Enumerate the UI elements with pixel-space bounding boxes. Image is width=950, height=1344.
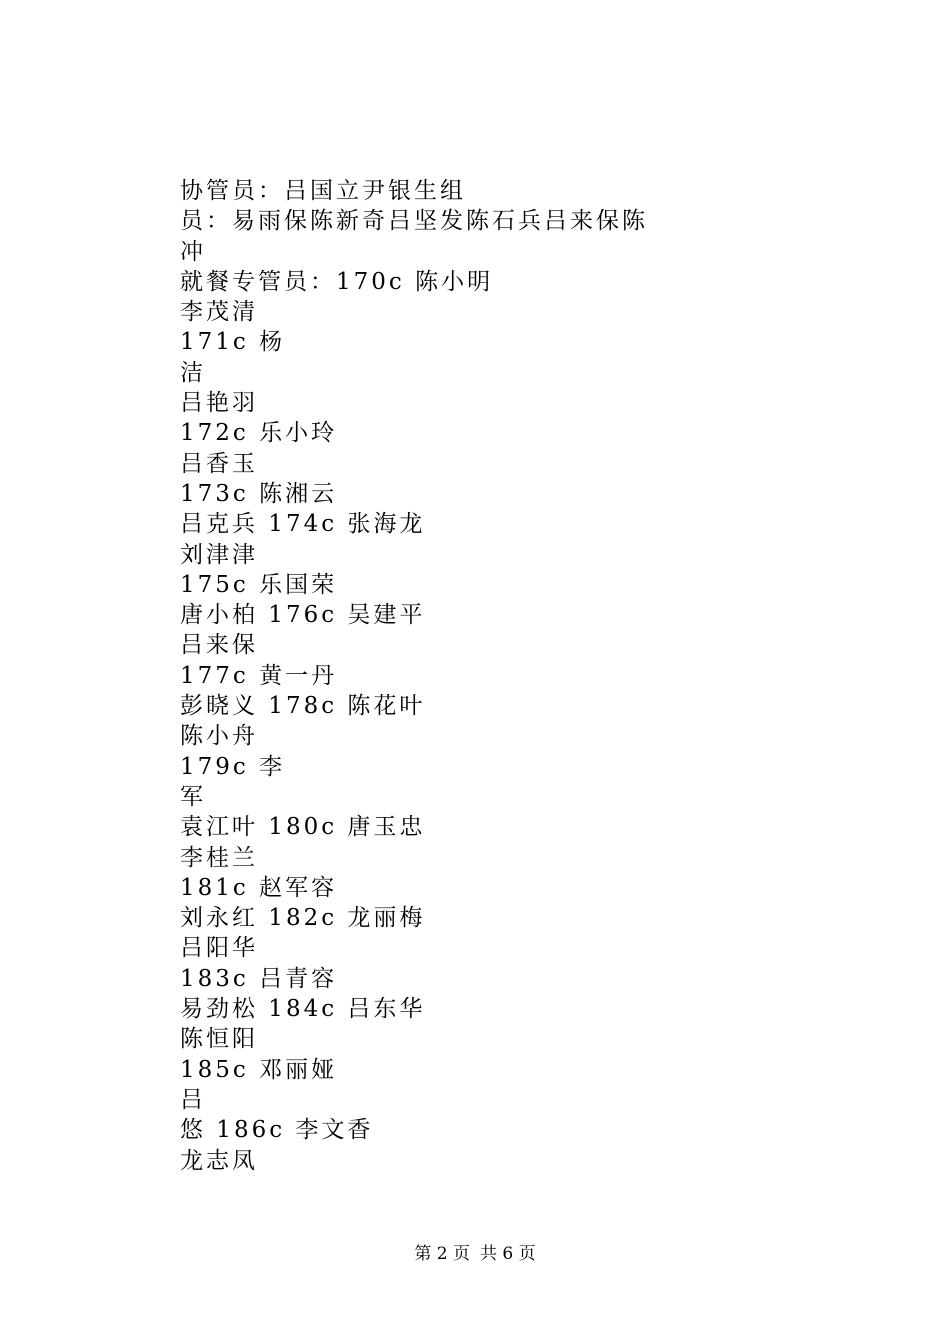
text-line: 唐小柏 176c 吴建平 [180, 602, 426, 629]
text-line: 彭晓义 178c 陈花叶 [180, 693, 426, 720]
text-line: 吕香玉 [180, 450, 258, 477]
text-line: 吕克兵 174c 张海龙 [180, 511, 426, 538]
text-line: 协管员：吕国立尹银生组 [180, 178, 466, 204]
text-line: 183c 吕青容 [180, 965, 338, 992]
text-line: 吕阳华 [180, 935, 258, 962]
text-line: 李桂兰 [180, 844, 258, 871]
page-footer [0, 1242, 950, 1266]
text-line: 易劲松 184c 吕东华 [180, 996, 426, 1023]
text-line: 吕 [180, 1086, 206, 1113]
page-number: 第 2 页 [414, 1244, 470, 1264]
text-line: 悠 186c 李文香 [180, 1117, 374, 1144]
text-line: 就餐专管员：170c 陈小明 [180, 268, 494, 295]
text-line: 军 [180, 783, 206, 810]
text-line: 吕来保 [180, 632, 258, 659]
text-line: 李茂清 [180, 299, 258, 326]
text-line: 171c 杨 [180, 329, 286, 356]
text-line: 袁江叶 180c 唐玉忠 [180, 814, 426, 841]
text-line: 洁 [180, 359, 206, 386]
text-line: 181c 赵军容 [180, 874, 338, 901]
text-line: 刘津津 [180, 541, 258, 568]
text-line: 冲 [180, 238, 206, 265]
text-line: 172c 乐小玲 [180, 420, 338, 447]
text-line: 龙志凤 [180, 1147, 258, 1174]
text-line: 员：易雨保陈新奇吕坚发陈石兵吕来保陈 [180, 208, 648, 235]
text-line: 陈小舟 [180, 723, 258, 750]
text-line: 177c 黄一丹 [180, 662, 338, 689]
text-line: 175c 乐国荣 [180, 571, 338, 598]
page-total: 共 6 页 [480, 1244, 536, 1264]
text-line: 吕艳羽 [180, 390, 258, 417]
text-line: 刘永红 182c 龙丽梅 [180, 905, 426, 932]
document-body [180, 176, 780, 1176]
text-line: 173c 陈湘云 [180, 480, 338, 507]
text-line: 陈恒阳 [180, 1026, 258, 1053]
text-line: 179c 李 [180, 753, 286, 780]
text-line: 185c 邓丽娅 [180, 1056, 338, 1083]
